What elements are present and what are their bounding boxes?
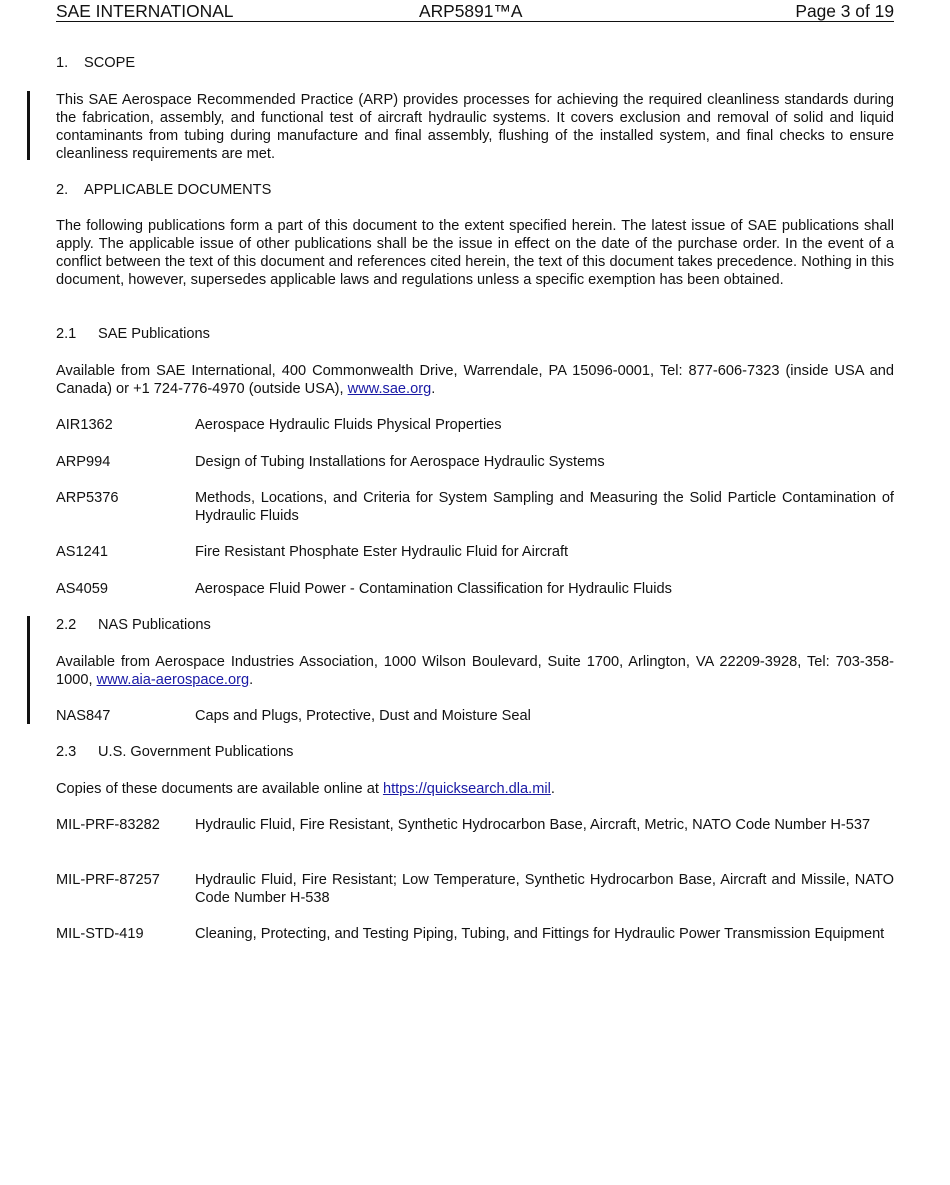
sae-website-link[interactable]: www.sae.org <box>347 381 432 397</box>
reference-entry <box>56 707 894 725</box>
availability-tail: . <box>249 672 254 688</box>
section-title: SAE Publications <box>98 326 210 342</box>
reference-code: ARP5376 <box>56 490 119 506</box>
header-page-number: Page 3 of 19 <box>795 1 894 21</box>
reference-entry <box>56 816 894 834</box>
availability-tail: . <box>431 381 436 397</box>
aia-website-link[interactable]: www.aia-aerospace.org <box>96 672 250 688</box>
reference-entry <box>56 416 894 434</box>
reference-title: Caps and Plugs, Protective, Dust and Moisture Seal <box>195 708 531 724</box>
reference-code: ARP994 <box>56 454 111 470</box>
reference-entry <box>56 453 894 471</box>
section-number: 2.2 <box>56 617 77 633</box>
revision-change-bar <box>27 91 30 160</box>
page-header <box>56 2 894 22</box>
reference-entry <box>56 925 894 943</box>
scope-paragraph: This SAE Aerospace Recommended Practice (ARP) provides processes for achieving the required cleanliness standards during the fabrication, assembly, and functional test of aircraft hydraulic systems. It covers exclusion and removal of solid and liquid contaminants from tubing during manufacture and final assembly, flushing of the installed system, and final checks to ensure cleanliness requirements are met. <box>56 92 894 162</box>
sae-availability-paragraph <box>56 362 894 398</box>
reference-code: AS1241 <box>56 544 108 560</box>
reference-code: NAS847 <box>56 708 111 724</box>
reference-title: Design of Tubing Installations for Aerospace Hydraulic Systems <box>195 454 605 470</box>
section-title: APPLICABLE DOCUMENTS <box>84 182 272 198</box>
availability-text: Available from SAE International, 400 Commonwealth Drive, Warrendale, PA 15096-0001, Tel: 877-606-7323 (inside USA and Canada) or +1 724-776-4970 (outside USA), <box>56 363 894 397</box>
section-2-3-heading <box>56 743 894 761</box>
reference-code: MIL-PRF-83282 <box>56 817 160 833</box>
revision-change-bar <box>27 616 30 724</box>
section-2-heading <box>56 181 894 199</box>
reference-title: Cleaning, Protecting, and Testing Piping, Tubing, and Fittings for Hydraulic Power Transmission Equipment <box>195 926 885 942</box>
gov-availability-paragraph <box>56 780 894 798</box>
reference-title: Hydraulic Fluid, Fire Resistant, Synthetic Hydrocarbon Base, Aircraft, Metric, NATO Code Number H-537 <box>195 817 871 833</box>
reference-title: Hydraulic Fluid, Fire Resistant; Low Temperature, Synthetic Hydrocarbon Base, Aircraft and Missile, NATO Code Number H-538 <box>195 872 894 906</box>
section-1-heading <box>56 54 894 72</box>
reference-entry <box>56 871 894 907</box>
reference-title: Methods, Locations, and Criteria for System Sampling and Measuring the Solid Particle Contamination of Hydraulic Fluids <box>195 490 894 524</box>
reference-title: Fire Resistant Phosphate Ester Hydraulic Fluid for Aircraft <box>195 544 569 560</box>
reference-title: Aerospace Hydraulic Fluids Physical Properties <box>195 417 502 433</box>
header-organization: SAE INTERNATIONAL <box>56 1 234 21</box>
reference-code: AIR1362 <box>56 417 113 433</box>
section-2-2-heading <box>56 616 894 634</box>
availability-text: Available from Aerospace Industries Association, 1000 Wilson Boulevard, Suite 1700, Arlington, VA 22209-3928, Tel: 703-358-1000, <box>56 654 894 688</box>
reference-code: MIL-STD-419 <box>56 926 144 942</box>
section-title: NAS Publications <box>98 617 211 633</box>
reference-entry <box>56 543 894 561</box>
reference-entry <box>56 580 894 598</box>
applicable-documents-paragraph: The following publications form a part of this document to the extent specified herein. The latest issue of SAE publications shall apply. The applicable issue of other publications shall be the issue in effect on the date of the purchase order. In the event of a conflict between the text of this document and references cited herein, the text of this document takes precedence. Nothing in this document, however, supersedes applicable laws and regulations unless a specific exemption has been obtained. <box>56 218 894 288</box>
reference-code: AS4059 <box>56 581 108 597</box>
reference-title: Aerospace Fluid Power - Contamination Classification for Hydraulic Fluids <box>195 581 672 597</box>
header-document-number: ARP5891™A <box>419 1 523 21</box>
section-title: U.S. Government Publications <box>98 744 294 760</box>
section-title: SCOPE <box>84 55 136 71</box>
section-number: 1. <box>56 55 69 71</box>
reference-code: MIL-PRF-87257 <box>56 872 160 888</box>
section-2-1-heading <box>56 325 894 343</box>
availability-tail: . <box>550 781 555 797</box>
availability-text: Copies of these documents are available online at <box>56 781 383 797</box>
reference-entry <box>56 489 894 525</box>
dla-quicksearch-link[interactable]: https://quicksearch.dla.mil <box>382 781 551 797</box>
nas-availability-paragraph <box>56 653 894 689</box>
section-number: 2.1 <box>56 326 77 342</box>
section-number: 2. <box>56 182 69 198</box>
section-number: 2.3 <box>56 744 77 760</box>
